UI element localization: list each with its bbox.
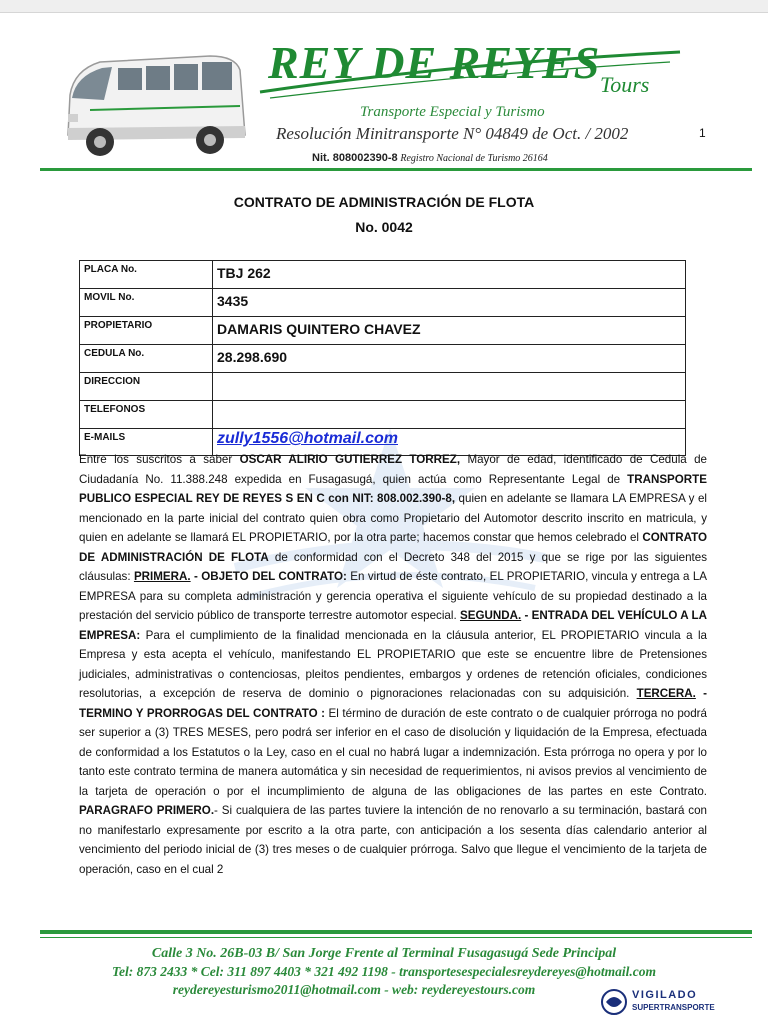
footer-contacts: Tel: 873 2433 * Cel: 311 897 4403 * 321 492 1198 - transportesespecialesreydereyes@hotmail.com [112,964,656,979]
row-value [213,373,686,401]
clause-third-title: TERMINO Y PRORROGAS DEL CONTRATO : [79,706,325,720]
row-label: PROPIETARIO [80,317,213,345]
van-image [60,40,250,170]
table-row [80,373,686,401]
brand-name: REY DE REYES [268,37,601,88]
row-label: PLACA No. [80,261,213,289]
company-name: TRANSPORTE PUBLICO ESPECIAL REY DE REYES S EN C con NIT: 808.002.390-8, [79,472,707,505]
page-number: 1 [699,126,706,140]
clause-separator: - [695,687,707,700]
body-text: Mayor de edad, identificado de Cedula de Ciudadanía No. 11.388.248 expedida en Fusagasugá, quien actúa como Representante Legal de [79,453,707,486]
body-text: - Si cualquiera de las partes tuviere la intención de no renovarlo a su terminación, bastará con no manifestarlo expresamente por escrito a la otra parte, con anticipación a los sesenta días calendario anterior al vencimiento del periodo inicial de (3) tres meses o de cualquier prórroga. Salvo que llegue el vencimiento de la tarjeta de operación, caso en el cual 2 [79,804,707,876]
clause-second-heading: SEGUNDA. [459,609,522,622]
clause-separator: - [521,609,532,622]
row-label: MOVIL No. [80,289,213,317]
row-value: 3435 [213,289,686,317]
nit-line [312,152,548,164]
clause-first-heading: PRIMERA. [133,570,191,583]
viewer-top-bar [0,0,768,13]
table-row [80,345,686,373]
body-text: El término de duración de este contrato o de cualquier prórroga no podrá ser superior a (3) TRES MESES, pero podrá ser inferior en el caso de disolución y liquidación de la Empresa, efectuada de conformidad a los Estatutos o la Ley, caso en el cual no habrá lugar a indemnización. Esta prórroga no opera y por lo tanto este contrato termina de manera automática y sin necesidad de requerimientos, ni avisos previos al vencimiento de la tarjeta de operación o por el incumplimiento de alguna de las obligaciones de las partes en este Contrato. [79,706,707,798]
footer-divider [40,930,752,934]
row-value: DAMARIS QUINTERO CHAVEZ [213,317,686,345]
clause-separator: - [190,570,202,583]
nit-label: Nit. 808002390-8 [312,152,398,164]
clause-third-heading: TERCERA. [636,687,696,700]
nit-note: Registro Nacional de Turismo 26164 [400,153,548,164]
vigilado-text: VIGILADO [632,989,698,1001]
resolution-text: Resolución Minitransporte N° 04849 de Oct. / 2002 [276,124,629,143]
body-text: Para el cumplimiento de la finalidad mencionada en la cláusula anterior, EL PROPIETARIO vincula a la Empresa y esta acepta el vehículo, manifestando EL PROPIETARIO que este se encuentre libre de Pretensiones judiciales, administrativas o contenciosas, pleitos pendientes, embargos y ordenes de retención oficiales, condiciones resolutorias, a excepción de reserva de dominio o pignoraciones relacionadas con su adquisición. [79,628,707,700]
table-row [80,261,686,289]
tagline: Transporte Especial y Turismo [360,104,545,120]
table-row [80,317,686,345]
footer-divider-thin [40,937,752,938]
row-label: DIRECCION [80,373,213,401]
body-text: En virtud de éste contrato, EL PROPIETARIO, vincula y entrega a LA EMPRESA para su completa administración y gerencia operativa el siguiente vehículo de su propiedad destinado a la prestación del servicio público de transporte terrestre automotor especial. [79,570,707,622]
header-divider [40,168,752,171]
row-label: E-MAILS [80,429,213,456]
vigilado-subtext: SUPERTRANSPORTE [632,1003,715,1012]
clause-second-title: ENTRADA DEL VEHÍCULO A LA EMPRESA: [79,609,707,642]
footer-address: Calle 3 No. 26B-03 B/ San Jorge Frente al Terminal Fusagasugá Sede Principal [151,946,617,961]
footer-web: reydereyesturismo2011@hotmail.com - web: reydereyestours.com [172,982,536,997]
body-text: de conformidad con el Decreto 348 del 2015 y que se rige por las siguientes cláusulas: [79,550,707,583]
row-label: CEDULA No. [80,345,213,373]
email-link[interactable]: zully1556@hotmail.com [213,429,686,456]
body-text: quien en adelante se llamara LA EMPRESA y el mencionado en la parte inicial del contrato quien obra como Propietario del Automotor descrito inscrito en matricula, y quien en adelante se llamará EL PROPIETARIO, por la otra parte; hacemos constar que hemos celebrado el [79,492,707,544]
clause-first-title: OBJETO DEL CONTRATO: [201,570,347,583]
contract-body [79,450,707,879]
contract-number: No. 0042 [355,219,413,235]
table-row [80,289,686,317]
row-value: 28.298.690 [213,345,686,373]
contract-paragraph [79,450,707,879]
body-text: Entre los suscritos a saber [79,453,240,466]
row-value: TBJ 262 [213,261,686,289]
contract-title: CONTRATO DE ADMINISTRACIÓN DE FLOTA [233,194,535,210]
representative-name: OSCAR ALIRIO GUTIERREZ TORREZ, [239,453,461,466]
row-label: TELEFONOS [80,401,213,429]
contract-name: CONTRATO DE ADMINISTRACIÓN DE FLOTA [79,531,707,564]
paragraph-first-heading: PARAGRAFO PRIMERO. [79,804,215,817]
brand-suffix: Tours [600,72,650,97]
